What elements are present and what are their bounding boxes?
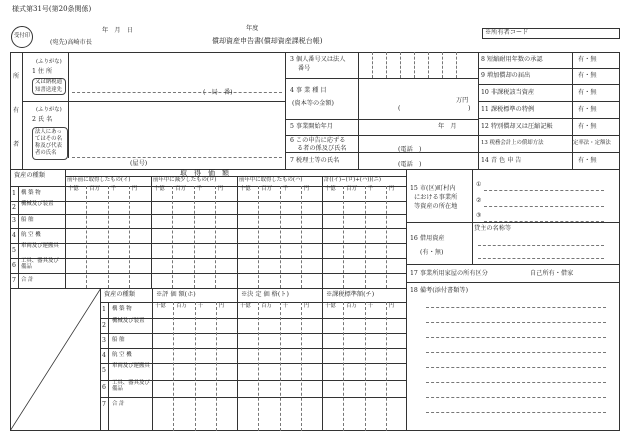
name-note-2: てはその名 <box>35 136 62 142</box>
item-13-label: 13 税務会計上の償却方法 <box>481 140 544 146</box>
addressee: (宛先)高崎市長 <box>50 39 92 46</box>
eval-col-b: ※決 定 価 格(ト) <box>241 291 289 298</box>
item-9-label: 9 増加償却の届出 <box>481 72 531 79</box>
eval-unit-1-0: 十億 <box>240 303 251 309</box>
eval-row-num-0: 1 <box>102 306 106 313</box>
acq-col-a: 前年前に取得したもの(イ) <box>67 177 131 183</box>
diagonal-cross-out <box>10 288 101 431</box>
eval-unit-0-1: 百万 <box>176 303 188 309</box>
name-note-1: 法人にあっ <box>35 129 62 135</box>
name-label: 2 氏 名 <box>32 116 53 123</box>
eval-unit-0-0: 十億 <box>155 303 166 309</box>
eval-unit-0-3: 円 <box>218 303 225 309</box>
eval-row-num-3: 4 <box>102 351 106 359</box>
owner-char-3: 者 <box>13 141 20 148</box>
form-title: 償却資産申告書(償却資産課税台帳) <box>212 37 323 45</box>
eval-unit-2-1: 百万 <box>346 303 358 309</box>
acq-col-c: 前年中に取得したもの(ハ) <box>239 177 303 183</box>
eval-unit-0-2: 千 <box>197 303 203 309</box>
eval-type-header: 資産の種類 <box>104 291 135 298</box>
acq-row-num-1: 2 <box>12 203 16 211</box>
acq-row-num-5: 6 <box>12 261 16 269</box>
acq-unit-2-3: 円 <box>303 186 310 192</box>
acq-unit-3-2: 千 <box>367 186 373 192</box>
item-15-label-a: 15 市(区)町村内 <box>410 185 456 192</box>
eval-row-3: 航 空 機 <box>112 351 132 358</box>
eval-unit-2-3: 円 <box>388 303 395 309</box>
item-6-label-b: る者の係及び氏名 <box>297 145 347 152</box>
acq-unit-0-3: 円 <box>131 186 138 192</box>
eval-unit-1-3: 円 <box>303 303 310 309</box>
item-10-value: 有・無 <box>578 89 597 96</box>
item-17-value: 自己所有・借家 <box>530 270 574 277</box>
acq-unit-1-0: 十億 <box>154 186 165 192</box>
item-6-phone: (電話 ) <box>398 146 422 153</box>
eval-col-c: ※課税標準額(チ) <box>326 291 375 298</box>
furigana-1: (ふりがな) <box>36 59 62 65</box>
item-13-value: 定率法・定額法 <box>573 140 611 146</box>
eval-row-num-5: 6 <box>102 384 106 391</box>
item-10-label: 10 非課税該当資産 <box>481 89 535 96</box>
eval-row-1: 機械及び装置 <box>112 318 145 324</box>
eval-unit-2-0: 十億 <box>325 303 336 309</box>
acq-row-6: 合 計 <box>21 276 34 283</box>
acq-unit-0-1: 百万 <box>89 186 101 192</box>
location-mark-3: ③ <box>476 212 482 219</box>
eval-unit-1-1: 百万 <box>261 303 273 309</box>
item-4-capital: (資本等の金額) <box>292 100 334 107</box>
eval-row-num-6: 7 <box>102 401 106 408</box>
item-3-label-b: 番号 <box>298 65 311 72</box>
acq-unit-0-0: 十億 <box>68 186 79 192</box>
trade-name: (屋号) <box>130 160 148 167</box>
item-15-label-b: における事業所 <box>414 194 458 201</box>
item-11-value: 有・無 <box>578 106 597 113</box>
item-3-label-a: 3 個人番号又は法人 <box>290 56 346 63</box>
name-note-4: 者の氏名 <box>35 150 57 156</box>
acq-row-2: 船 舶 <box>21 217 34 223</box>
item-5-label: 5 事業開始年月 <box>290 123 334 130</box>
item-14-value: 有・無 <box>578 157 597 164</box>
eval-row-num-1: 2 <box>102 321 106 329</box>
item-14-label: 14 青 色 申 告 <box>481 157 522 164</box>
location-mark-1: ① <box>476 181 482 188</box>
eval-row-5: 工具、器具及び備品 <box>112 380 150 392</box>
acq-unit-3-0: 十億 <box>325 186 336 192</box>
item-4-paren-l: ( <box>398 105 401 112</box>
acq-col-d: 計((イ)−(ロ)+(ハ))(ニ) <box>324 177 382 183</box>
item-6-label-a: 6 この申告に応ずる <box>290 137 346 144</box>
item-17-label: 17 事業所用家屋の所有区分 <box>410 270 488 277</box>
item-5-value: 年 月 <box>438 123 457 130</box>
owner-code-label: ※所有者コード <box>485 29 529 36</box>
phone-area: ( 局 番) <box>203 89 233 96</box>
item-4-label: 4 事 業 種 目 <box>290 87 327 94</box>
lessor-label: 貸主の名称等 <box>474 225 512 232</box>
fiscal-year: 年度 <box>246 25 259 32</box>
submission-date: 年 月 日 <box>102 27 133 34</box>
acq-row-5: 工具、器具及び備品 <box>21 258 59 270</box>
acq-row-num-6: 7 <box>12 276 16 284</box>
acq-unit-0-2: 千 <box>110 186 116 192</box>
furigana-2: (ふりがな) <box>36 107 62 113</box>
acq-row-num-4: 5 <box>12 246 16 254</box>
item-18-label: 18 備考(添付書類等) <box>410 287 468 294</box>
acq-unit-1-1: 百万 <box>175 186 187 192</box>
acq-unit-2-2: 千 <box>282 186 288 192</box>
acq-unit-2-1: 百万 <box>261 186 273 192</box>
receipt-stamp-label: 受付印 <box>14 33 31 39</box>
acq-col-b: 前年中に減少したもの(ロ) <box>153 177 217 183</box>
address-note-1: 又は納税通 <box>35 79 62 85</box>
acq-row-num-3: 4 <box>12 231 16 239</box>
acq-type-header: 資産の種類 <box>14 172 45 179</box>
item-12-label: 12 特別償却又は圧縮記帳 <box>481 123 553 130</box>
acq-row-1: 機械及び装置 <box>21 201 54 207</box>
owner-char-2: 有 <box>13 107 20 114</box>
item-9-value: 有・無 <box>578 72 597 79</box>
acq-row-0: 構 築 物 <box>21 189 41 196</box>
acq-group-header: 取 得 価 額 <box>180 169 229 177</box>
form-number: 様式第31号(第20条関係) <box>12 5 92 13</box>
eval-row-2: 船 舶 <box>112 336 125 343</box>
eval-unit-1-2: 千 <box>282 303 288 309</box>
acq-unit-3-3: 円 <box>388 186 395 192</box>
eval-row-0: 構 築 物 <box>112 306 132 312</box>
acq-unit-2-0: 十億 <box>240 186 251 192</box>
item-8-label: 8 短縮耐用年数の承認 <box>481 56 543 63</box>
item-4-paren-r: ) <box>468 105 471 112</box>
acq-row-3: 航 空 機 <box>21 231 41 238</box>
item-16-label: 16 借用資産 <box>410 235 445 242</box>
eval-col-a: ※評 価 額(ホ) <box>156 291 196 298</box>
item-7-phone: (電話 ) <box>398 161 422 168</box>
item-11-label: 11 課税標準の特例 <box>481 106 535 113</box>
acq-unit-1-2: 千 <box>196 186 202 192</box>
eval-unit-2-2: 千 <box>367 303 373 309</box>
item-8-value: 有・無 <box>578 56 597 63</box>
eval-row-4: 車両及び運搬具 <box>112 363 150 369</box>
acq-row-num-0: 1 <box>12 189 16 197</box>
item-16-value: (有・無) <box>420 249 444 256</box>
address-note-2: 知書送達先 <box>35 87 62 93</box>
acq-unit-1-3: 円 <box>217 186 224 192</box>
item-4-unit: 万円 <box>456 97 469 104</box>
acq-row-4: 車両及び運搬具 <box>21 243 59 249</box>
location-mark-2: ② <box>476 197 482 204</box>
item-12-value: 有・無 <box>578 123 597 130</box>
address-label: 1 住 所 <box>32 68 53 75</box>
acq-row-num-2: 3 <box>12 217 16 224</box>
name-note-3: 称及び代表 <box>35 143 62 149</box>
owner-char-1: 所 <box>13 73 20 80</box>
item-15-label-c: 等資産の所在地 <box>414 203 458 210</box>
eval-row-num-4: 5 <box>102 367 106 374</box>
acq-unit-3-1: 百万 <box>346 186 358 192</box>
eval-row-num-2: 3 <box>102 336 106 344</box>
eval-row-6: 合 計 <box>112 401 125 407</box>
item-7-label: 7 税理士等の氏名 <box>290 157 340 164</box>
